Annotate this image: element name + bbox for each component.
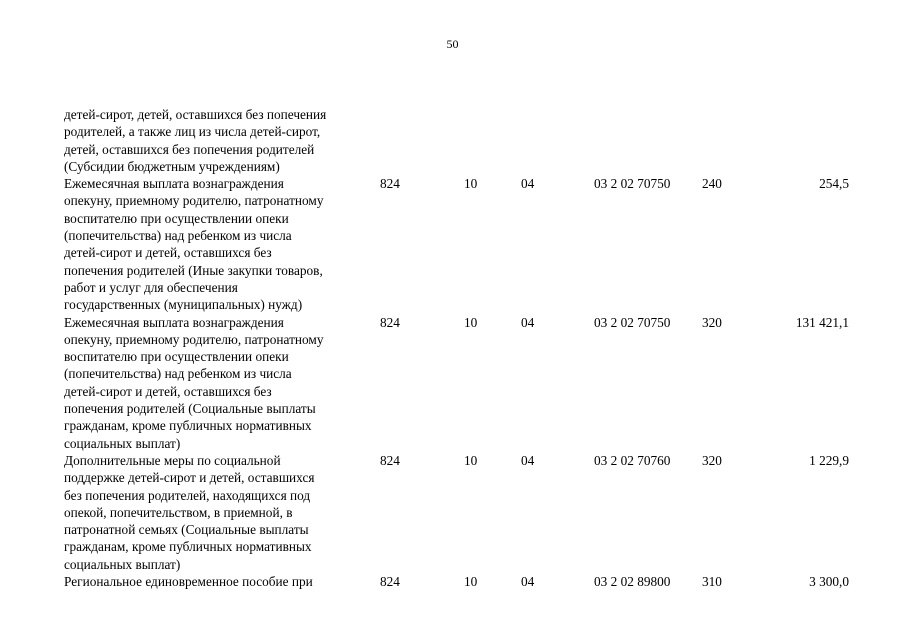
description-line: работ и услуг для обеспечения — [64, 279, 238, 295]
row-description — [64, 573, 364, 590]
description-line: гражданам, кроме публичных нормативных — [64, 539, 312, 555]
description-line: детей-сирот, детей, оставшихся без попечения — [64, 107, 327, 122]
description-line: попечения родителей (Иные закупки товаров, — [64, 262, 323, 278]
row-description — [64, 452, 364, 573]
amount: 254,5 — [819, 176, 849, 192]
description-line: Региональное единовременное пособие при — [64, 574, 313, 590]
table-row — [0, 452, 905, 573]
description-line: детей-сирот и детей, оставшихся без — [64, 383, 272, 399]
description-line: социальных выплат) — [64, 556, 181, 572]
description-line: воспитателю при осуществлении опеки — [64, 349, 289, 365]
section-code: 10 — [464, 452, 478, 468]
description-line: поддержке детей-сирот и детей, оставшихся — [64, 470, 315, 486]
description-line: опекуну, приемному родителю, патронатному — [64, 193, 324, 209]
row-description — [64, 175, 364, 313]
expense-type-code: 320 — [702, 314, 722, 330]
description-line: детей, оставшихся без попечения родителей — [64, 141, 315, 157]
amount: 131 421,1 — [795, 314, 849, 330]
target-article-code: 03 2 02 70760 — [594, 452, 671, 468]
table-row — [0, 314, 905, 452]
description-line: попечения родителей (Социальные выплаты — [64, 401, 316, 417]
description-line: (попечительства) над ребенком из числа — [64, 366, 292, 382]
subsection-code: 04 — [521, 314, 535, 330]
table-row — [0, 175, 905, 313]
section-code: 10 — [464, 574, 478, 590]
description-line: опекуну, приемному родителю, патронатному — [64, 331, 324, 347]
description-line: Дополнительные меры по социальной — [64, 452, 281, 468]
amount: 3 300,0 — [809, 574, 849, 590]
description-line: гражданам, кроме публичных нормативных — [64, 418, 312, 434]
ministry-code: 824 — [380, 452, 400, 468]
amount: 1 229,9 — [809, 452, 849, 468]
table-row — [0, 573, 905, 590]
subsection-code: 04 — [521, 574, 535, 590]
section-code: 10 — [464, 176, 478, 192]
description-line: детей-сирот и детей, оставшихся без — [64, 245, 272, 261]
description-line: воспитателю при осуществлении опеки — [64, 210, 289, 226]
expense-type-code: 310 — [702, 574, 722, 590]
page-number: 50 — [446, 37, 459, 51]
target-article-code: 03 2 02 89800 — [594, 574, 671, 590]
description-line: государственных (муниципальных) нужд) — [64, 297, 303, 313]
subsection-code: 04 — [521, 452, 535, 468]
subsection-code: 04 — [521, 176, 535, 192]
description-line: патронатной семьях (Социальные выплаты — [64, 522, 309, 538]
description-line: без попечения родителей, находящихся под — [64, 487, 311, 503]
description-line: родителей, а также лиц из числа детей-сирот, — [64, 124, 321, 140]
budget-table — [0, 106, 905, 590]
ministry-code: 824 — [380, 176, 400, 192]
ministry-code: 824 — [380, 314, 400, 330]
expense-type-code: 320 — [702, 452, 722, 468]
table-row — [0, 106, 905, 175]
description-line: Ежемесячная выплата вознаграждения — [64, 314, 284, 330]
ministry-code: 824 — [380, 574, 400, 590]
target-article-code: 03 2 02 70750 — [594, 314, 671, 330]
row-description — [64, 106, 364, 175]
description-line: Ежемесячная выплата вознаграждения — [64, 176, 284, 192]
description-line: опекой, попечительством, в приемной, в — [64, 504, 293, 520]
expense-type-code: 240 — [702, 176, 722, 192]
description-line: (Субсидии бюджетным учреждениям) — [64, 158, 280, 174]
description-line: социальных выплат) — [64, 435, 181, 451]
section-code: 10 — [464, 314, 478, 330]
row-description — [64, 314, 364, 452]
description-line: (попечительства) над ребенком из числа — [64, 228, 292, 244]
target-article-code: 03 2 02 70750 — [594, 176, 671, 192]
